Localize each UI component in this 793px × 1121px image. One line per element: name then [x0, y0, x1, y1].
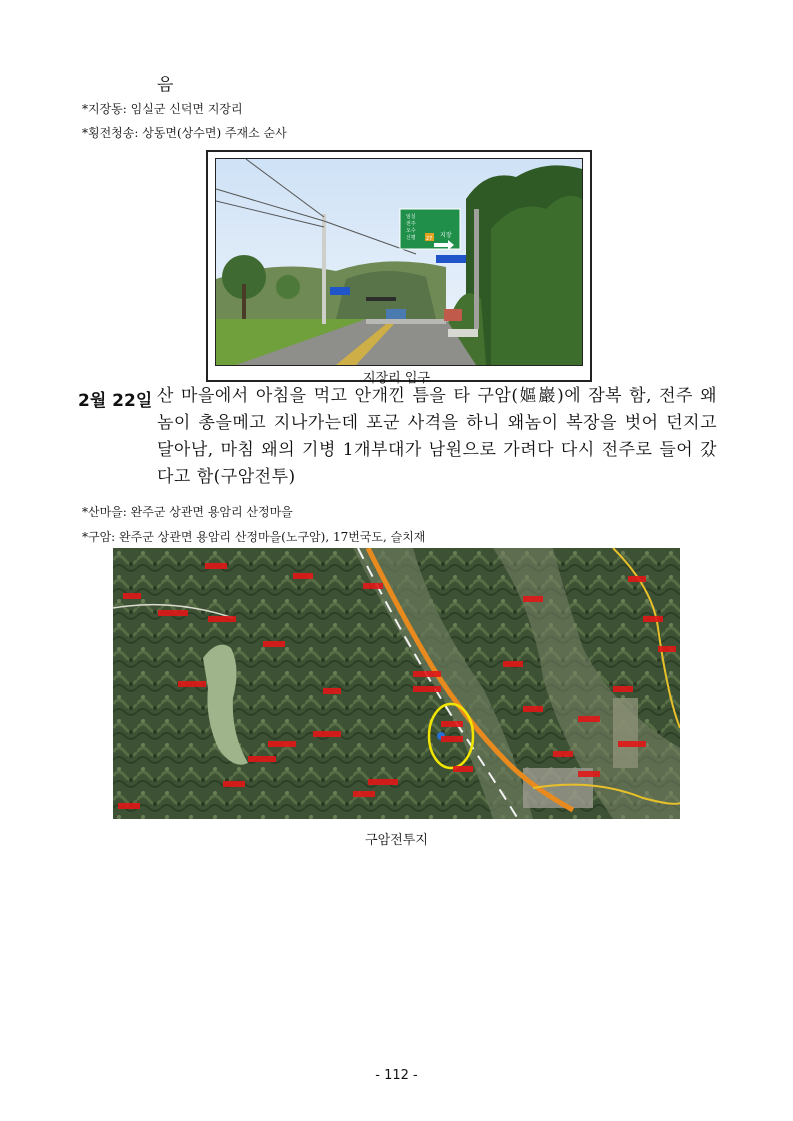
map-caption: 구암전투지 [365, 833, 428, 848]
road-sign-line-4: 신평 [406, 235, 416, 241]
road-sign-line-5: 지장 [440, 232, 452, 239]
guam-battle-site-map [113, 548, 680, 819]
note-guam: *구암: 완주군 상관면 용암리 산정마을(노구암), 17번국도, 슬치재 [82, 530, 426, 544]
road-sign-line-2: 전주 [406, 221, 416, 227]
continued-text: 음 [157, 75, 174, 95]
road-sign-line-3: 오수 [406, 228, 416, 234]
route-number: 27 [426, 236, 433, 242]
note-hoengjeon-cheongsong: *횡전청송: 상동면(상수면) 주재소 순사 [82, 126, 287, 140]
photo-frame [206, 150, 592, 382]
road-sign-line-1: 임실 [406, 214, 416, 220]
entry-text: 산 마을에서 아침을 먹고 안개낀 틈을 타 구암(嫗巖)에 잠복 함, 전주 왜놈이 총을메고 지나가는데 포군 사격을 하니 왜놈이 복장을 벗어 던지고 달아남, 마침 왜의 기병 1개부대가 남원으로 가려다 다시 전주로 들어 갔다고 함(구암전투) [157, 386, 717, 487]
page-number: - 112 - [375, 1068, 418, 1083]
note-jijang-dong: *지장동: 임실군 신덕면 지장리 [82, 102, 243, 116]
photo-caption: 지장리 입구 [363, 371, 430, 386]
photo-inner-frame [215, 158, 583, 366]
entry-date: 2월 22일 [78, 391, 153, 411]
jijang-entrance-photo [216, 159, 582, 365]
note-san-maeul: *산마을: 완주군 상관면 용암리 산정마을 [82, 505, 293, 519]
